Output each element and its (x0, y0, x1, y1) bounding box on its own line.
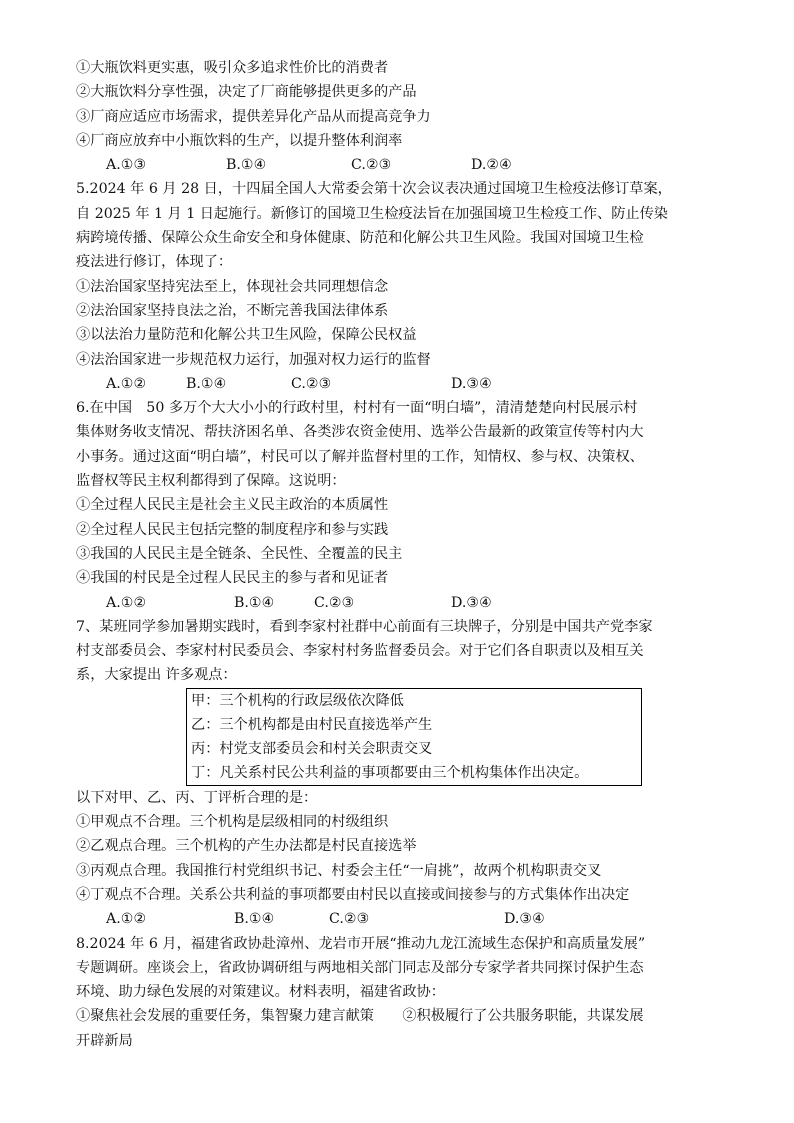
viewpoint: 丁：凡关系村民公共利益的事项都要由三个机构集体作出决定。 (191, 764, 589, 781)
option-c: C.②③ (314, 594, 355, 611)
option-c: C.②③ (351, 157, 392, 174)
answer-options (76, 372, 726, 396)
option-c: C.②③ (329, 911, 370, 928)
statement: ①全过程人民民主是社会主义民主政治的本质属性 (76, 497, 389, 514)
answer-options (76, 907, 726, 931)
statement: ④厂商应放弃中小瓶饮料的生产，以提升整体利润率 (76, 132, 403, 149)
statement: ④丁观点不合理。关系公共利益的事项都要由村民以直接或间接参与的方式集体作出决定 (76, 886, 630, 903)
question-stem-line: 专题调研。座谈会上，省政协调研组与两地相关部门同志及部分专家学者共同探讨保护生态 (76, 959, 644, 976)
statement: ①大瓶饮料更实惠，吸引众多追求性价比的消费者 (76, 60, 389, 76)
option-d: D.③④ (451, 375, 492, 392)
question-6 (76, 396, 726, 615)
statement: ②乙观点合理。三个机构的产生办法都是村民直接选举 (76, 838, 417, 855)
question-stem-line: 7、某班同学参加暑期实践时，看到李家村社群中心前面有三块牌子，分别是中国共产党李家 (76, 618, 653, 635)
question-stem-line: 监督权等民主权利都得到了保障。这说明： (76, 473, 346, 490)
question-5 (76, 177, 726, 396)
statement: ①法治国家坚持宪法至上，体现社会共同理想信念 (76, 278, 389, 295)
question-stem-line: 系，大家提出 许多观点： (76, 667, 237, 684)
statement: ③厂商应适应市场需求，提供差异化产品从而提高竞争力 (76, 108, 431, 125)
statement: ①甲观点不合理。三个机构是层级相同的村级组织 (76, 814, 389, 831)
statement: ③我国的人民民主是全链条、全民性、全覆盖的民主 (76, 545, 403, 562)
option-b: B.①④ (226, 157, 267, 174)
question-stem-line: 自 2025 年 1 月 1 日起施行。新修订的国境卫生检疫法旨在加强国境卫生检疫工作、防止传染 (76, 205, 668, 222)
option-d: D.③④ (451, 594, 492, 611)
question-8 (76, 932, 726, 1053)
question-stem-line: 疫法进行修订，体现了： (76, 254, 233, 271)
option-a: A.①③ (106, 157, 147, 174)
question-stem-line: 5.2024 年 6 月 28 日，十四届全国人大常委会第十次会议表决通过国境卫生检疫法修订草案， (76, 181, 672, 198)
option-a: A.①② (106, 594, 147, 611)
question-7 (76, 615, 726, 932)
question-lead: 以下对甲、乙、丙、丁评析合理的是： (76, 789, 318, 806)
viewpoint: 乙：三个机构都是由村民直接选举产生 (191, 716, 433, 733)
viewpoint: 丙：村党支部委员会和村关会职责交叉 (191, 740, 433, 757)
statement: ②法治国家坚持良法之治，不断完善我国法律体系 (76, 302, 389, 319)
viewpoint: 甲：三个机构的行政层级依次降低 (191, 692, 404, 709)
viewpoints-box (186, 688, 642, 786)
answer-options (76, 153, 726, 177)
exam-page (76, 56, 726, 1053)
statement: 开辟新局 (76, 1032, 133, 1049)
statement: ②全过程人民民主包括完整的制度程序和参与实践 (76, 521, 389, 538)
question-stem-line: 村支部委员会、李家村村民委员会、李家村村务监督委员会。对于它们各自职责以及相互关 (76, 643, 644, 660)
option-d: D.③④ (504, 911, 545, 928)
option-c: C.②③ (291, 375, 332, 392)
answer-options (76, 591, 726, 615)
question-stem-line: 病跨境传播、保障公众生命安全和身体健康、防范和化解公共卫生风险。我国对国境卫生检 (76, 230, 644, 247)
statement: ④法治国家进一步规范权力运行，加强对权力运行的监督 (76, 351, 431, 368)
question-stem-line: 集体财务收支情况、帮扶济困名单、各类涉农资金使用、选举公告最新的政策宣传等村内大 (76, 424, 644, 441)
option-d: D.②④ (471, 157, 512, 174)
question-stem-line: 环境、助力绿色发展的对策建议。材料表明，福建省政协： (76, 984, 445, 1001)
option-b: B.①④ (234, 911, 275, 928)
statement: ③丙观点合理。我国推行村党组织书记、村委会主任“一肩挑”，故两个机构职责交叉 (76, 862, 602, 879)
option-a: A.①② (106, 375, 147, 392)
statement: ④我国的村民是全过程人民民主的参与者和见证者 (76, 570, 389, 587)
statement: ③以法治力量防范和化解公共卫生风险，保障公民权益 (76, 327, 417, 344)
question-stem-line: 6.在中国 50 多万个大大小小的行政村里，村村有一面“明白墙”，清清楚楚向村民展示村 (76, 400, 638, 417)
option-b: B.①④ (186, 375, 227, 392)
question-stem-line: 8.2024 年 6 月，福建省政协赴漳州、龙岩市开展“推动九龙江流域生态保护和高质量发展” (76, 935, 646, 952)
statement: ②大瓶饮料分享性强，决定了厂商能够提供更多的产品 (76, 84, 417, 101)
option-a: A.①② (106, 911, 147, 928)
statement: ①聚焦社会发展的重要任务，集智聚力建言献策 ②积极履行了公共服务职能，共谋发展 (76, 1008, 644, 1025)
question-4 (76, 56, 726, 177)
question-stem-line: 小事务。通过这面“明白墙”，村民可以了解并监督村里的工作，知情权、参与权、决策权、 (76, 448, 644, 465)
option-b: B.①④ (234, 594, 275, 611)
